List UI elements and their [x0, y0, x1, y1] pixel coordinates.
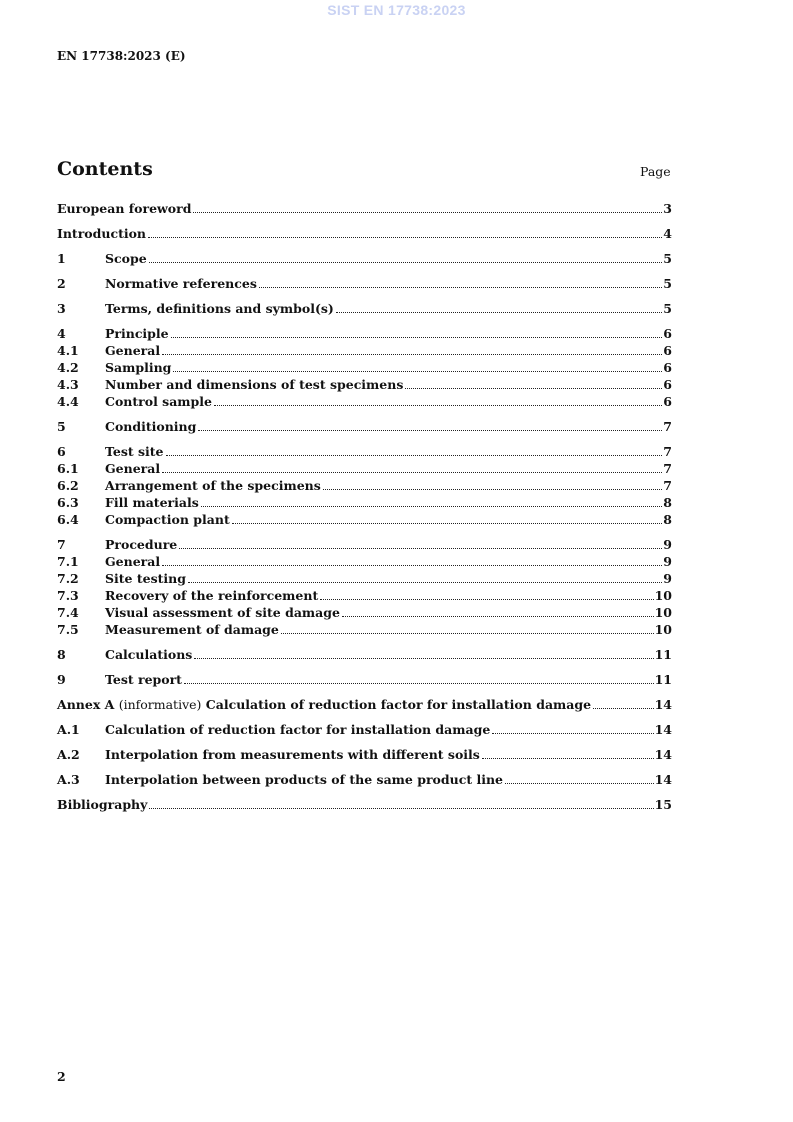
toc-entry-7-1[interactable] [57, 554, 672, 571]
toc-entry-7[interactable] [57, 537, 672, 554]
toc-entry-4-1[interactable] [57, 343, 672, 360]
toc-entry-title: Control sample [105, 394, 212, 409]
toc-entry-4-4[interactable] [57, 394, 672, 411]
toc-entry-page: 7 [663, 461, 672, 476]
toc-entry-annex-a[interactable] [57, 697, 672, 714]
toc-entry-page: 6 [663, 360, 672, 375]
toc-entry-page: 14 [654, 772, 672, 787]
toc-entry-title: Procedure [105, 537, 178, 552]
page-column-label: Page [640, 164, 671, 179]
toc-entry-4-3[interactable] [57, 377, 672, 394]
toc-entry-title: Fill materials [105, 495, 199, 510]
dot-leader [593, 707, 654, 709]
toc-entry-title: Terms, definitions and symbol(s) [105, 301, 334, 316]
toc-entry-3[interactable] [57, 301, 672, 318]
dot-leader [188, 581, 662, 583]
toc-entry-title: Introduction [57, 226, 147, 241]
dot-leader [405, 387, 662, 389]
dot-leader [148, 236, 662, 238]
toc-entry-page: 6 [663, 377, 672, 392]
toc-entry-8[interactable] [57, 647, 672, 664]
table-of-contents [57, 201, 672, 814]
toc-entry-number: 6.2 [57, 478, 79, 493]
toc-entry-number: 3 [57, 301, 66, 316]
toc-entry-title: Measurement of damage [105, 622, 279, 637]
toc-entry-title: Test report [105, 672, 182, 687]
toc-entry-page: 3 [663, 201, 672, 216]
toc-entry-number: 1 [57, 251, 66, 266]
toc-entry-title: Calculations [105, 647, 193, 662]
dot-leader [149, 261, 663, 263]
toc-entry-title [57, 697, 591, 712]
toc-entry-page: 14 [654, 722, 672, 737]
dot-leader [179, 547, 662, 549]
toc-entry-7-2[interactable] [57, 571, 672, 588]
toc-entry-title: Interpolation from measurements with different soils [105, 747, 480, 762]
toc-entry-european-foreword[interactable] [57, 201, 672, 218]
toc-entry-title: Test site [105, 444, 164, 459]
dot-leader [149, 807, 653, 809]
toc-entry-number: 7.5 [57, 622, 79, 637]
toc-entry-title: Principle [105, 326, 169, 341]
toc-entry-title: Compaction plant [105, 512, 230, 527]
toc-entry-title: Normative references [105, 276, 257, 291]
toc-entry-title: Arrangement of the specimens [105, 478, 321, 493]
toc-entry-page: 14 [654, 697, 672, 712]
toc-entry-title: Conditioning [105, 419, 197, 434]
toc-entry-number: 8 [57, 647, 66, 662]
document-id: EN 17738:2023 (E) [57, 49, 186, 63]
dot-leader [162, 471, 662, 473]
dot-leader [323, 488, 663, 490]
dot-leader [482, 757, 654, 759]
toc-entry-page: 10 [654, 588, 672, 603]
toc-entry-title: Bibliography [57, 797, 148, 812]
toc-entry-page: 4 [663, 226, 672, 241]
contents-title: Contents [57, 158, 153, 180]
toc-entry-6-3[interactable] [57, 495, 672, 512]
dot-leader [184, 682, 654, 684]
dot-leader [193, 211, 662, 213]
toc-entry-a-2[interactable] [57, 747, 672, 764]
toc-entry-title: General [105, 554, 161, 569]
toc-entry-page: 5 [663, 301, 672, 316]
dot-leader [198, 429, 662, 431]
toc-entry-number: A.2 [57, 747, 80, 762]
toc-entry-a-3[interactable] [57, 772, 672, 789]
toc-entry-7-3[interactable] [57, 588, 672, 605]
dot-leader [320, 598, 653, 600]
dot-leader [281, 632, 654, 634]
toc-entry-number: 9 [57, 672, 66, 687]
toc-entry-number: 6 [57, 444, 66, 459]
toc-entry-number: 7 [57, 537, 66, 552]
toc-entry-4[interactable] [57, 326, 672, 343]
toc-entry-a-1[interactable] [57, 722, 672, 739]
toc-entry-6-1[interactable] [57, 461, 672, 478]
toc-entry-page: 9 [663, 537, 672, 552]
toc-entry-1[interactable] [57, 251, 672, 268]
toc-entry-number: A.3 [57, 772, 80, 787]
dot-leader [171, 336, 663, 338]
toc-entry-title: Interpolation between products of the same product line [105, 772, 503, 787]
toc-entry-number: 7.1 [57, 554, 79, 569]
toc-entry-6[interactable] [57, 444, 672, 461]
toc-entry-title: Scope [105, 251, 147, 266]
watermark: SIST EN 17738:2023 [327, 2, 466, 18]
toc-entry-2[interactable] [57, 276, 672, 293]
dot-leader [162, 564, 662, 566]
toc-entry-title: Number and dimensions of test specimens [105, 377, 404, 392]
toc-entry-number: 5 [57, 419, 66, 434]
toc-entry-6-4[interactable] [57, 512, 672, 529]
toc-entry-7-4[interactable] [57, 605, 672, 622]
toc-entry-title: European foreword [57, 201, 192, 216]
toc-entry-title: Visual assessment of site damage [105, 605, 340, 620]
annex-label: Annex A [57, 697, 115, 712]
toc-entry-number: 7.2 [57, 571, 79, 586]
toc-entry-page: 7 [663, 419, 672, 434]
dot-leader [173, 370, 662, 372]
toc-entry-4-2[interactable] [57, 360, 672, 377]
toc-entry-bibliography[interactable] [57, 797, 672, 814]
annex-title: Calculation of reduction factor for installation damage [205, 697, 592, 712]
dot-leader [505, 782, 654, 784]
toc-entry-page: 10 [654, 622, 672, 637]
toc-entry-page: 10 [654, 605, 672, 620]
toc-entry-page: 5 [663, 276, 672, 291]
dot-leader [336, 311, 662, 313]
toc-entry-7-5[interactable] [57, 622, 672, 639]
toc-entry-page: 8 [663, 495, 672, 510]
dot-leader [166, 454, 663, 456]
toc-entry-5[interactable] [57, 419, 672, 436]
toc-entry-number: 4.2 [57, 360, 79, 375]
page-number: 2 [57, 1069, 66, 1084]
toc-entry-page: 14 [654, 747, 672, 762]
toc-entry-title: Sampling [105, 360, 172, 375]
toc-entry-title: Calculation of reduction factor for installation damage [105, 722, 491, 737]
toc-entry-6-2[interactable] [57, 478, 672, 495]
toc-entry-number: 6.4 [57, 512, 79, 527]
toc-entry-9[interactable] [57, 672, 672, 689]
toc-entry-introduction[interactable] [57, 226, 672, 243]
toc-entry-title: Site testing [105, 571, 186, 586]
toc-entry-number: 7.4 [57, 605, 79, 620]
toc-entry-number: 2 [57, 276, 66, 291]
toc-entry-page: 11 [654, 672, 672, 687]
toc-entry-page: 9 [663, 554, 672, 569]
dot-leader [492, 732, 653, 734]
toc-entry-page: 11 [654, 647, 672, 662]
toc-entry-number: 6.3 [57, 495, 79, 510]
dot-leader [201, 505, 663, 507]
toc-entry-number: 7.3 [57, 588, 79, 603]
dot-leader [194, 657, 653, 659]
toc-entry-page: 6 [663, 343, 672, 358]
toc-entry-page: 6 [663, 326, 672, 341]
toc-entry-title: Recovery of the reinforcement [105, 588, 319, 603]
toc-entry-page: 15 [654, 797, 672, 812]
toc-entry-title: General [105, 343, 161, 358]
toc-entry-number: 4 [57, 326, 66, 341]
toc-entry-number: 4.4 [57, 394, 79, 409]
annex-qualifier: (informative) [118, 697, 202, 712]
toc-entry-page: 5 [663, 251, 672, 266]
toc-entry-number: 6.1 [57, 461, 79, 476]
dot-leader [162, 353, 662, 355]
dot-leader [214, 404, 662, 406]
toc-entry-page: 8 [663, 512, 672, 527]
toc-entry-page: 6 [663, 394, 672, 409]
toc-entry-number: 4.1 [57, 343, 79, 358]
dot-leader [342, 615, 654, 617]
toc-entry-number: 4.3 [57, 377, 79, 392]
toc-entry-page: 9 [663, 571, 672, 586]
toc-entry-page: 7 [663, 444, 672, 459]
toc-entry-title: General [105, 461, 161, 476]
toc-entry-number: A.1 [57, 722, 80, 737]
toc-entry-page: 7 [663, 478, 672, 493]
dot-leader [259, 286, 662, 288]
dot-leader [232, 522, 663, 524]
